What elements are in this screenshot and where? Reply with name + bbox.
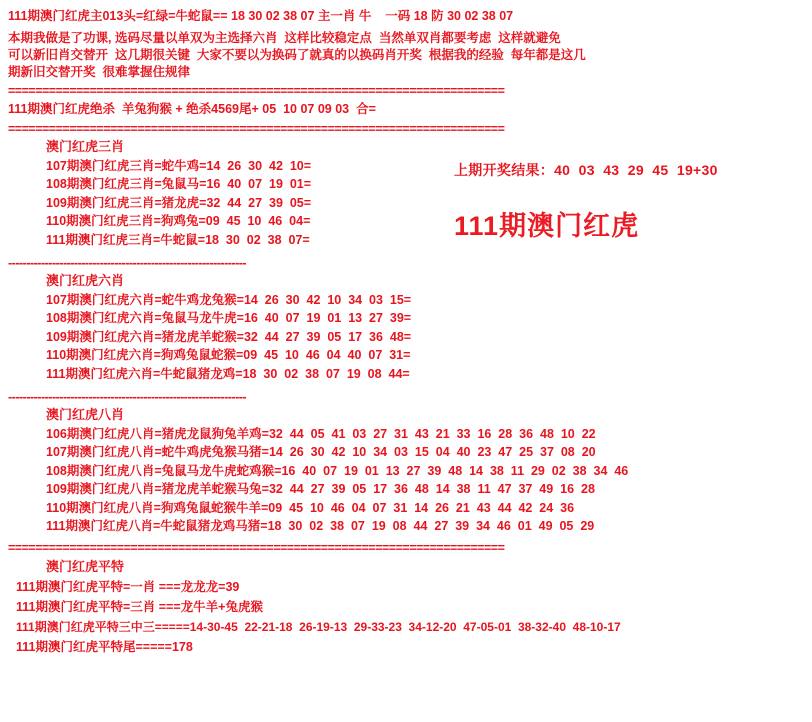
section-pingte: [8, 557, 806, 657]
row-liuxiao-108: 108期澳门红虎六肖=兔鼠马龙牛虎=16 40 07 19 01 13 27 39=: [46, 311, 412, 325]
separator-3: -----------------------------------------------------------------: [8, 256, 247, 270]
separator-2: =========================================================================: [8, 122, 505, 136]
row-liuxiao-110: 110期澳门红虎六肖=狗鸡兔鼠蛇猴=09 45 10 46 04 40 07 31=: [46, 348, 411, 362]
row-sanxiao-110: 110期澳门红虎三肖=狗鸡兔=09 45 10 46 04=: [46, 214, 311, 228]
section-liuxiao: [8, 272, 806, 383]
separator-4: -----------------------------------------------------------------: [8, 390, 247, 404]
separator-1: =========================================================================: [8, 84, 505, 98]
intro-line-1: 本期我做是了功课, 选码尽量以单双为主选择六肖 这样比较稳定点 当然单双肖都要考虑 这样就避免: [8, 31, 561, 45]
row-baxiao-109: 109期澳门红虎八肖=猪龙虎羊蛇猴马兔=32 44 27 39 05 17 36 48 14 38 11 47 37 49 16 28: [46, 482, 595, 496]
row-baxiao-108: 108期澳门红虎八肖=兔鼠马龙牛虎蛇鸡猴=16 40 07 19 01 13 27 39 48 14 38 11 29 02 38 34 46: [46, 463, 629, 478]
big-title: 111期澳门红虎: [454, 211, 640, 241]
row-pingte-sanxiao: 111期澳门红虎平特=三肖 ===龙牛羊+兔虎猴: [16, 599, 263, 614]
row-liuxiao-107: 107期澳门红虎六肖=蛇牛鸡龙兔猴=14 26 30 42 10 34 03 15=: [46, 292, 412, 307]
row-sanxiao-108: 108期澳门红虎三肖=兔鼠马=16 40 07 19 01=: [46, 177, 312, 191]
row-sanxiao-109: 109期澳门红虎三肖=猪龙虎=32 44 27 39 05=: [46, 195, 312, 210]
last-draw-result: 上期开奖结果：40 03 43 29 45 19+30: [454, 162, 718, 178]
row-pingte-wei: 111期澳门红虎平特尾=====178: [16, 639, 193, 654]
row-pingte-sanzhongsan: 111期澳门红虎平特三中三=====14-30-45 22-21-18 26-19-13 29-33-23 34-12-20 47-05-01 38-32-40 48-10-17: [16, 619, 621, 634]
row-baxiao-111: 111期澳门红虎八肖=牛蛇鼠猪龙鸡马猪=18 30 02 38 07 19 08 44 27 39 34 46 01 49 05 29: [46, 519, 595, 533]
section-title-liuxiao: 澳门红虎六肖: [46, 273, 125, 288]
row-baxiao-110: 110期澳门红虎八肖=狗鸡兔鼠蛇猴牛羊=09 45 10 46 04 07 31 14 26 21 43 44 42 24 36: [46, 500, 575, 515]
row-baxiao-106: 106期澳门红虎八肖=猪虎龙鼠狗兔羊鸡=32 44 05 41 03 27 31 43 21 33 16 28 36 48 10 22: [46, 426, 596, 441]
section-title-sanxiao: 澳门红虎三肖: [46, 139, 125, 154]
row-liuxiao-111: 111期澳门红虎六肖=牛蛇鼠猪龙鸡=18 30 02 38 07 19 08 44=: [46, 366, 410, 381]
intro-line-3: 期新旧交替开奖 很难掌握住规律: [8, 65, 190, 79]
right-panel: [454, 160, 804, 243]
separator-5: =========================================================================: [8, 540, 505, 555]
row-sanxiao-111: 111期澳门红虎三肖=牛蛇鼠=18 30 02 38 07=: [46, 232, 310, 247]
intro-paragraph: [8, 30, 806, 81]
section-title-pingte: 澳门红虎平特: [46, 558, 125, 574]
row-sanxiao-107: 107期澳门红虎三肖=蛇牛鸡=14 26 30 42 10=: [46, 158, 312, 173]
section-title-baxiao: 澳门红虎八肖: [46, 407, 125, 422]
juesha-line: 111期澳门红虎绝杀 羊兔狗猴 + 绝杀4569尾+ 05 10 07 09 03 合=: [8, 102, 376, 116]
section-baxiao: [8, 406, 806, 536]
row-pingte-yixiao: 111期澳门红虎平特=一肖 ===龙龙龙=39: [16, 579, 240, 594]
header-line: 111期澳门红虎主013头=红绿=牛蛇鼠== 18 30 02 38 07 主一肖 牛 一码 18 防 30 02 38 07: [8, 9, 514, 23]
row-liuxiao-109: 109期澳门红虎六肖=猪龙虎羊蛇猴=32 44 27 39 05 17 36 48=: [46, 329, 412, 344]
intro-line-2: 可以新旧肖交替开 这几期很关键 大家不要以为换码了就真的以换码肖开奖 根据我的经验 每年都是这几: [8, 48, 586, 62]
row-baxiao-107: 107期澳门红虎八肖=蛇牛鸡虎兔猴马猪=14 26 30 42 10 34 03 15 04 40 23 47 25 37 08 20: [46, 445, 596, 459]
